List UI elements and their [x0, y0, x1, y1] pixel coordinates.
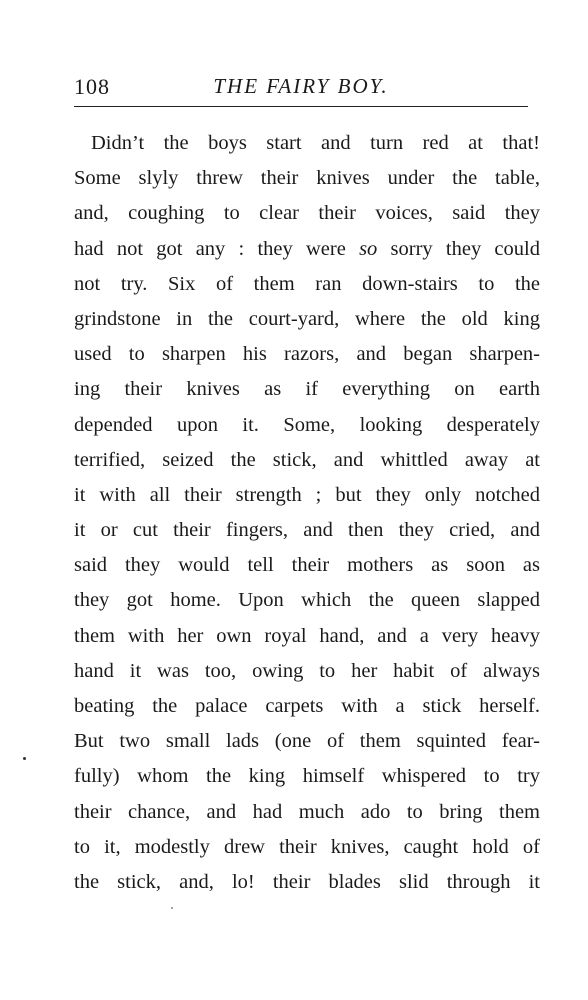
text-line: and, coughing to clear their voices, said they — [74, 202, 540, 225]
emphasis-word: so — [359, 237, 378, 260]
running-title: THE FAIRY BOY. — [213, 74, 389, 98]
text-line: them with her own royal hand, and a very heavy — [74, 624, 540, 647]
text-segment: sorry they could — [377, 237, 540, 260]
text-line: ing their knives as if everything on earth — [74, 378, 540, 401]
text-segment: had not got any : they were — [74, 237, 360, 260]
text-line: used to sharpen his razors, and began sharpen- — [74, 343, 540, 366]
text-line: hand it was too, owing to her habit of always — [74, 659, 540, 682]
text-line: grindstone in the court-yard, where the old king — [74, 307, 540, 330]
text-line: Didn’t the boys start and turn red at that! — [91, 132, 540, 154]
text-line: beating the palace carpets with a stick herself. — [74, 695, 540, 717]
text-line: But two small lads (one of them squinted fear- — [74, 730, 540, 753]
text-line: it or cut their fingers, and then they cried, and — [74, 519, 540, 542]
page-header — [74, 70, 528, 104]
paper-speck — [171, 907, 173, 909]
page-number: 108 — [74, 74, 110, 99]
header-rule — [74, 106, 528, 107]
text-line: fully) whom the king himself whispered to try — [74, 765, 540, 788]
text-line: the stick, and, lo! their blades slid through it — [74, 870, 540, 893]
text-line: Some slyly threw their knives under the table, — [74, 167, 540, 190]
text-line: their chance, and had much ado to bring them — [74, 800, 540, 823]
text-line: to it, modestly drew their knives, caught hold of — [74, 835, 540, 858]
body-text — [74, 126, 540, 900]
paper-speck — [23, 757, 26, 760]
text-line: not try. Six of them ran down-stairs to the — [74, 272, 540, 295]
text-line: they got home. Upon which the queen slapped — [74, 589, 540, 612]
text-line: terrified, seized the stick, and whittled away at — [74, 448, 540, 471]
text-line: said they would tell their mothers as soon as — [74, 554, 540, 577]
text-line: it with all their strength ; but they only notched — [74, 483, 540, 506]
text-line: depended upon it. Some, looking desperately — [74, 413, 540, 436]
text-line — [74, 232, 540, 267]
